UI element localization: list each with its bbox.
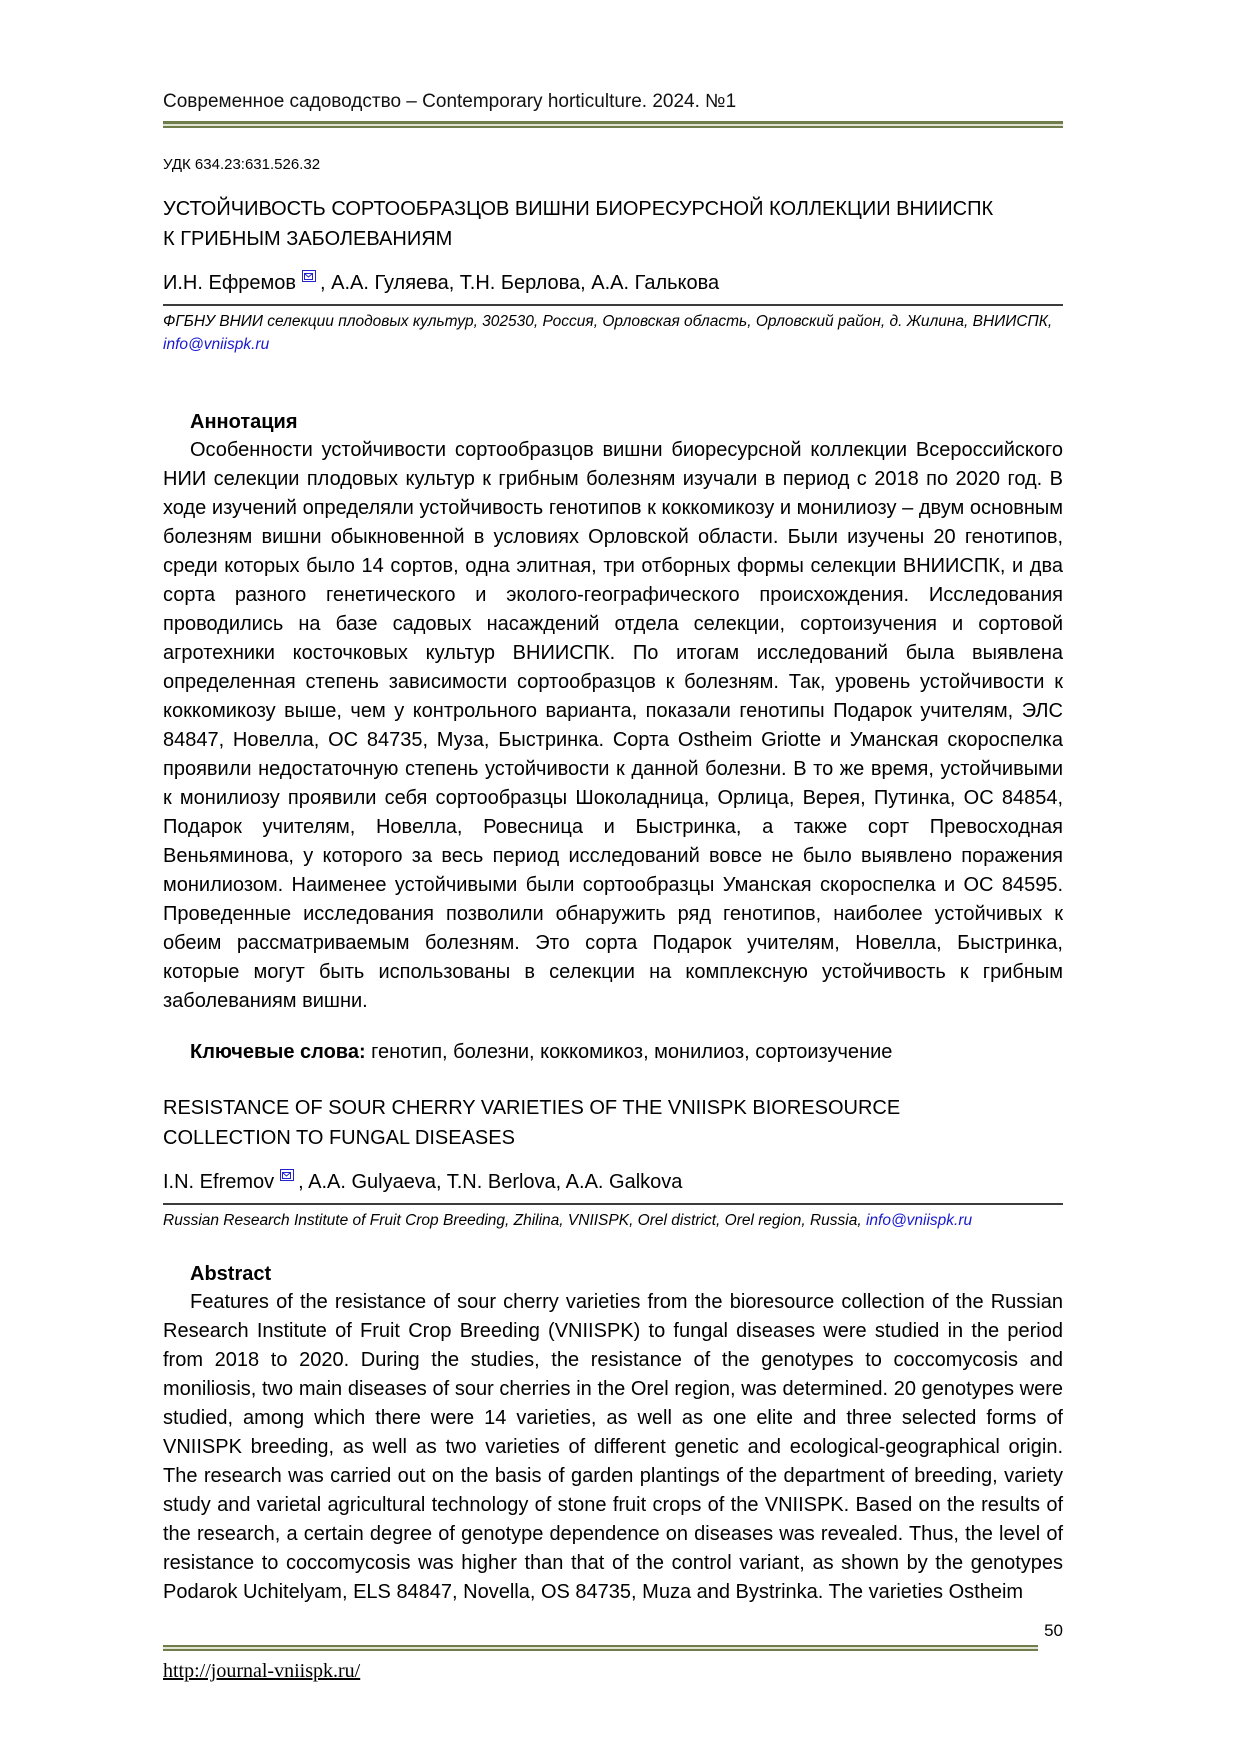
page-content bbox=[163, 0, 1063, 1607]
article-title-ru-line2: К ГРИБНЫМ ЗАБОЛЕВАНИЯМ bbox=[163, 228, 453, 250]
author-ru-corresponding: И.Н. Ефремов bbox=[163, 272, 297, 294]
journal-header-line: Современное садоводство – Contemporary horticulture. 2024. №1 bbox=[163, 91, 737, 112]
authors-ru-rest: , А.А. Гуляева, Т.Н. Берлова, А.А. Галькова bbox=[320, 272, 720, 294]
footer-rule bbox=[163, 1645, 1038, 1651]
envelope-icon[interactable] bbox=[280, 1169, 294, 1181]
page-number: 50 bbox=[1044, 1621, 1063, 1640]
affiliation-ru bbox=[163, 304, 1063, 356]
author-en-corresponding: I.N. Efremov bbox=[163, 1171, 275, 1193]
article-title-en bbox=[163, 1093, 1063, 1153]
article-title-ru-line1: УСТОЙЧИВОСТЬ СОРТООБРАЗЦОВ ВИШНИ БИОРЕСУРСНОЙ КОЛЛЕКЦИИ ВНИИСПК bbox=[163, 198, 994, 220]
abstract-text-en: Features of the resistance of sour cherry varieties from the bioresource collection of the Russian Research Institute of Fruit Crop Breeding (VNIISPK) to fungal diseases were studied in the period from 2018 to 2020. During the studies, the resistance of the genotypes to coccomycosis and moniliosis, two main diseases of sour cherries in the Orel region, was determined. 20 genotypes were studied, among which there were 14 varieties, as well as one elite and three selected forms of VNIISPK breeding, as well as two varieties of different genetic and ecological-geographical origin. The research was carried out on the basis of garden plantings of the department of breeding, variety study and varietal agricultural technology of stone fruit crops of the VNIISPK. Based on the results of the research, a certain degree of genotype dependence on diseases was revealed. Thus, the level of resistance to coccomycosis was higher than that of the control variant, as shown by the genotypes Podarok Uchitelyam, ELS 84847, Novella, OS 84735, Muza and Bystrinka. The varieties Ostheim bbox=[163, 1291, 1063, 1603]
abstract-heading-en: Abstract bbox=[190, 1263, 272, 1285]
affiliation-ru-text: ФГБНУ ВНИИ селекции плодовых культур, 302530, Россия, Орловская область, Орловский район, д. Жилина, ВНИИСПК, bbox=[163, 313, 1053, 330]
keywords-list-ru: генотип, болезни, коккомикоз, монилиоз, сортоизучение bbox=[365, 1041, 893, 1063]
email-link-en[interactable]: info@vniispk.ru bbox=[865, 1212, 973, 1229]
authors-en bbox=[163, 1169, 1063, 1195]
article-title-en-line1: RESISTANCE OF SOUR CHERRY VARIETIES OF THE VNIISPK BIORESOURCE bbox=[163, 1097, 901, 1119]
udc-code: УДК 634.23:631.526.32 bbox=[163, 156, 321, 173]
journal-url[interactable]: http://journal-vniispk.ru/ bbox=[163, 1660, 361, 1682]
affiliation-en-text: Russian Research Institute of Fruit Crop Breeding, Zhilina, VNIISPK, Orel district, Orel region, Russia, bbox=[163, 1212, 866, 1229]
abstract-text-ru: Особенности устойчивости сортообразцов вишни биоресурсной коллекции Всероссийского НИИ селекции плодовых культур к грибным болезням изучали в период с 2018 по 2020 год. В ходе изучений определяли устойчивость генотипов к коккомикозу и монилиозу – двум основным болезням вишни обыкновенной в условиях Орловской области. Были изучены 20 генотипов, среди которых было 14 сортов, одна элитная, три отборных формы селекции ВНИИСПК, и два сорта разного генетического и эколого-географического происхождения. Исследования проводились на базе садовых насаждений отдела селекции, сортоизучения и сортовой агротехники косточковых культур ВНИИСПК. По итогам исследований была выявлена определенная степень зависимости сортообразцов к болезням. Так, уровень устойчивости к коккомикозу выше, чем у контрольного варианта, показали генотипы Подарок учителям, ЭЛС 84847, Новелла, ОС 84735, Муза, Быстринка. Сорта Ostheim Griotte и Уманская скороспелка проявили недостаточную степень устойчивости к данной болезни. В то же время, устойчивыми к монилиозу проявили себя сортообразцы Шоколадница, Орлица, Верея, Путинка, ОС 84854, Подарок учителям, Новелла, Ровесница и Быстринка, а также сорт Превосходная Веньяминова, у которого за весь период исследований вовсе не было выявлено поражения монилиозом. Наименее устойчивыми были сортообразцы Уманская скороспелка и ОС 84595. Проведенные исследования позволили обнаружить ряд генотипов, наиболее устойчивых к обеим рассматриваемым болезням. Это сорта Подарок учителям, Новелла, Быстринка, которые могут быть использованы в селекции на комплексную устойчивость к грибным заболеваниям вишни. bbox=[163, 439, 1063, 1012]
authors-en-rest: , A.A. Gulyaeva, T.N. Berlova, A.A. Galkova bbox=[298, 1171, 683, 1193]
authors-ru bbox=[163, 270, 1063, 296]
affiliation-en bbox=[163, 1203, 1063, 1232]
keywords-ru bbox=[163, 1038, 1063, 1067]
keywords-label-ru: Ключевые слова: bbox=[190, 1041, 366, 1063]
article-title-en-line2: COLLECTION TO FUNGAL DISEASES bbox=[163, 1127, 515, 1149]
header-rule bbox=[163, 121, 1063, 128]
email-link-ru[interactable]: info@vniispk.ru bbox=[163, 336, 270, 353]
envelope-icon[interactable] bbox=[302, 270, 316, 282]
article-title-ru bbox=[163, 194, 1063, 254]
abstract-heading-ru: Аннотация bbox=[190, 411, 298, 433]
